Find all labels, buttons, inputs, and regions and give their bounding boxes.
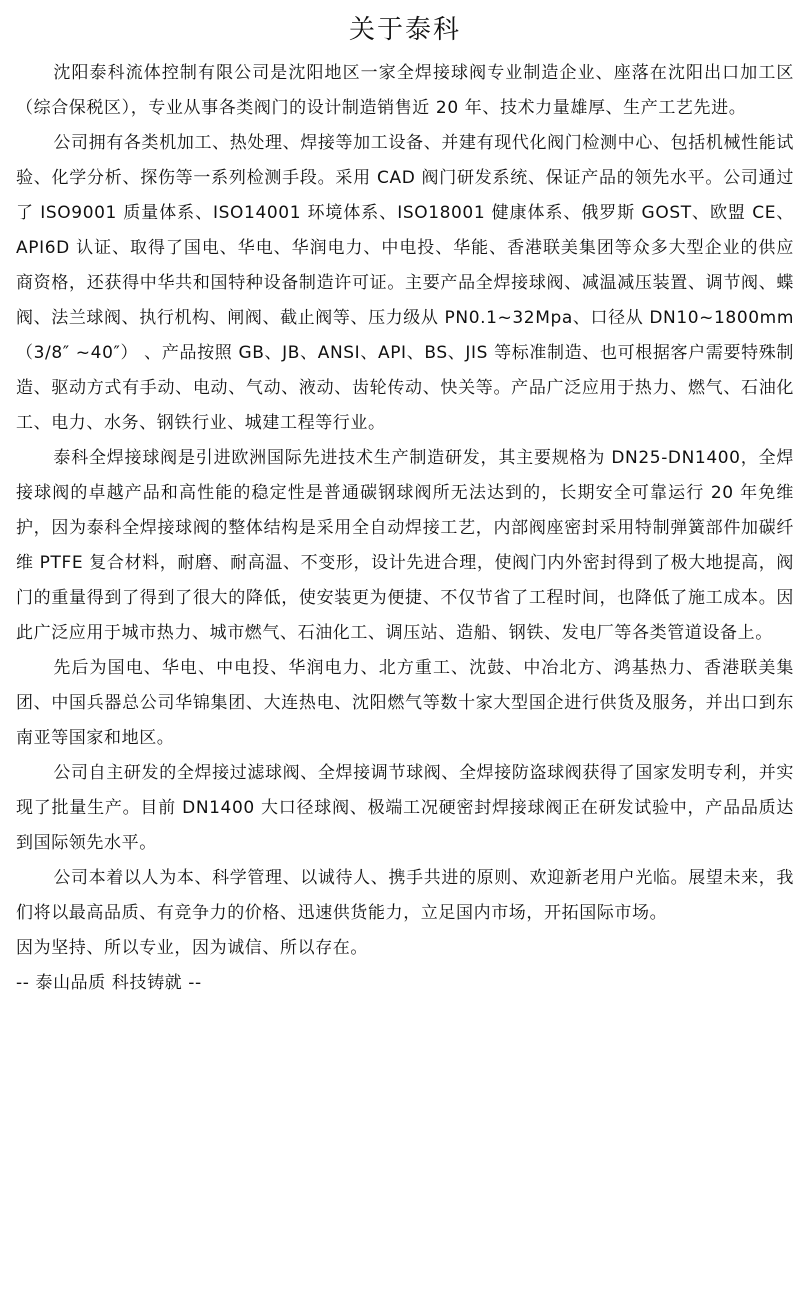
paragraph-welded-ball-valve: 泰科全焊接球阀是引进欧洲国际先进技术生产制造研发，其主要规格为 DN25-DN1400，全焊接球阀的卓越产品和高性能的稳定性是普通碳钢球阀所无法达到的，长期安全可靠运行 20 年免维护，因为泰科全焊接球阀的整体结构是采用全自动焊接工艺，内部阀座密封采用特制弹簧部件加碳纤维 PTFE 复合材料，耐磨、耐高温、不变形，设计先进合理，使阀门内外密封得到了极大地提高，阀门的重量得到了得到了很大的降低，使安装更为便捷、不仅节省了工程时间，也降低了施工成本。因此广泛应用于城市热力、城市燃气、石油化工、调压站、造船、钢铁、发电厂等各类管道设备上。 bbox=[16, 448, 794, 643]
article-body bbox=[16, 56, 794, 1001]
page-title: 关于泰科 bbox=[348, 15, 461, 45]
paragraph-company-intro: 沈阳泰科流体控制有限公司是沈阳地区一家全焊接球阀专业制造企业、座落在沈阳出口加工区（综合保税区），专业从事各类阀门的设计制造销售近 20 年、技术力量雄厚、生产工艺先进。 bbox=[16, 63, 794, 118]
paragraph-slogan: -- 泰山品质 科技铸就 -- bbox=[16, 973, 202, 993]
paragraph-patents: 公司自主研发的全焊接过滤球阀、全焊接调节球阀、全焊接防盗球阀获得了国家发明专利，并实现了批量生产。目前 DN1400 大口径球阀、极端工况硬密封焊接球阀正在研发试验中，产品品质达到国际领先水平。 bbox=[16, 763, 794, 853]
paragraph-equipment-certification: 公司拥有各类机加工、热处理、焊接等加工设备、并建有现代化阀门检测中心、包括机械性能试验、化学分析、探伤等一系列检测手段。采用 CAD 阀门研发系统、保证产品的领先水平。公司通过了 ISO9001 质量体系、ISO14001 环境体系、ISO18001 健康体系、俄罗斯 GOST、欧盟 CE、API6D 认证、取得了国电、华电、华润电力、中电投、华能、香港联美集团等众多大型企业的供应商资格，还获得中华共和国特种设备制造许可证。主要产品全焊接球阀、减温减压装置、调节阀、蝶阀、法兰球阀、执行机构、闸阀、截止阀等、压力级从 PN0.1~32Mpa、口径从 DN10~1800mm（3/8″ ~40″） 、产品按照 GB、JB、ANSI、API、BS、JIS 等标准制造、也可根据客户需要特殊制造、驱动方式有手动、电动、气动、液动、齿轮传动、快关等。产品广泛应用于热力、燃气、石油化工、电力、水务、钢铁行业、城建工程等行业。 bbox=[16, 133, 794, 433]
paragraph-principles: 公司本着以人为本、科学管理、以诚待人、携手共进的原则、欢迎新老用户光临。展望未来，我们将以最高品质、有竞争力的价格、迅速供货能力，立足国内市场，开拓国际市场。 bbox=[16, 868, 794, 923]
paragraph-motto: 因为坚持、所以专业，因为诚信、所以存在。 bbox=[16, 938, 368, 958]
paragraph-customers: 先后为国电、华电、中电投、华润电力、北方重工、沈鼓、中冶北方、鸿基热力、香港联美集团、中国兵器总公司华锦集团、大连热电、沈阳燃气等数十家大型国企进行供货及服务，并出口到东南亚等国家和地区。 bbox=[16, 658, 794, 748]
